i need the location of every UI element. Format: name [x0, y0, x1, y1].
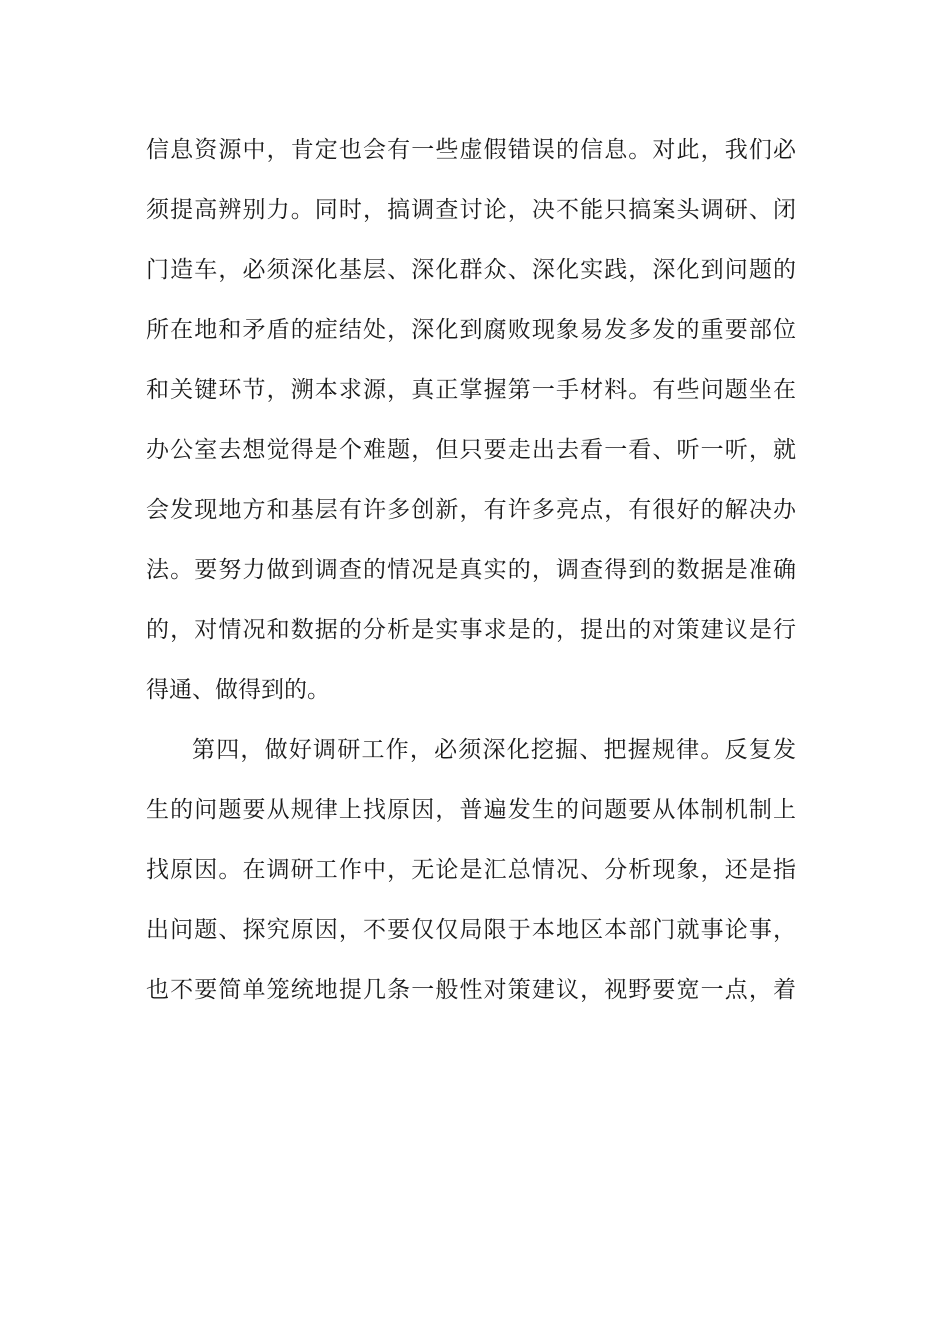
text-line: 办公室去想觉得是个难题，但只要走出去看一看、听一听，就 — [146, 437, 796, 463]
text-line: 会发现地方和基层有许多创新，有许多亮点，有很好的解决办 — [146, 497, 796, 523]
text-line: 出问题、探究原因，不要仅仅局限于本地区本部门就事论事， — [146, 917, 796, 943]
text-line: 找原因。在调研工作中，无论是汇总情况、分析现象，还是指 — [146, 857, 796, 883]
text-line: 门造车，必须深化基层、深化群众、深化实践，深化到问题的 — [146, 257, 796, 283]
body-text — [146, 126, 796, 1026]
text-line: 和关键环节，溯本求源，真正掌握第一手材料。有些问题坐在 — [146, 377, 796, 403]
text-line: 须提高辨别力。同时，搞调查讨论，决不能只搞案头调研、闭 — [146, 197, 796, 223]
text-line: 信息资源中，肯定也会有一些虚假错误的信息。对此，我们必 — [146, 137, 796, 163]
text-line: 第四，做好调研工作，必须深化挖掘、把握规律。反复发 — [192, 737, 796, 763]
text-line: 得通、做得到的。 — [146, 677, 330, 703]
text-line: 法。要努力做到调查的情况是真实的，调查得到的数据是准确 — [146, 557, 796, 583]
text-line: 所在地和矛盾的症结处，深化到腐败现象易发多发的重要部位 — [146, 317, 796, 343]
text-line: 的，对情况和数据的分析是实事求是的，提出的对策建议是行 — [146, 617, 796, 643]
text-line: 也不要简单笼统地提几条一般性对策建议，视野要宽一点，着 — [146, 977, 796, 1003]
text-line: 生的问题要从规律上找原因，普遍发生的问题要从体制机制上 — [146, 797, 796, 823]
